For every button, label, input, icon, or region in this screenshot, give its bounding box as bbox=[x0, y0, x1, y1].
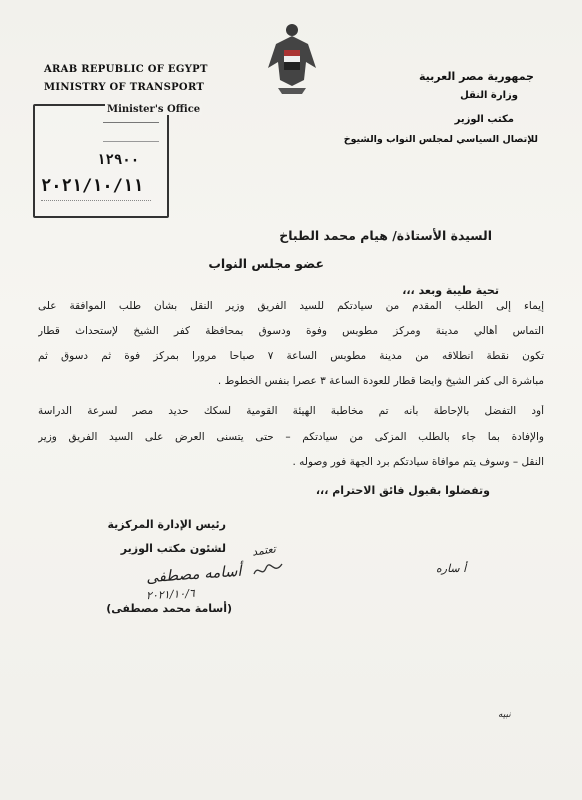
signatory-title-line2: لشئون مكتب الوزير bbox=[120, 542, 226, 555]
liaison-department-ar: للإتصال السياسي لمجلس النواب والشيوخ bbox=[343, 134, 538, 145]
ministry-name-en: MINISTRY OF TRANSPORT bbox=[44, 82, 205, 93]
addressee-name: السيدة الأستاذة/ هيام محمد الطباخ bbox=[279, 228, 492, 243]
stamp-number: ١٢٩٠٠ bbox=[97, 152, 140, 168]
body-line: والإفادة بما جاء بالطلب المزكى من سيادتكم – حتى يتسنى العرض على السيد الفريق وزير bbox=[38, 431, 544, 443]
margin-initials: أ ساره bbox=[436, 562, 467, 575]
country-name-en: ARAB REPUBLIC OF EGYPT bbox=[44, 64, 208, 75]
ministry-name-ar: وزارة النقل bbox=[460, 90, 518, 101]
closing-line: وتفضلوا بقبول فائق الاحترام ،،، bbox=[315, 484, 490, 497]
body-line: تكون نقطة انطلاقه من مدينة مطوبس الساعة ٧ صباحا مرورا بمركز فوة ثم دسوق ثم bbox=[38, 350, 544, 362]
body-line: إيماء إلى الطلب المقدم من سيادتكم للسيد الفريق وزير النقل بشأن طلب الموافقة على bbox=[38, 300, 544, 312]
footer-note: نبيه bbox=[498, 710, 511, 720]
margin-scribble-mark bbox=[252, 560, 284, 580]
handwritten-date: ٢٠٢١/١٠/٦ bbox=[145, 586, 196, 603]
body-line: مباشرة الى كفر الشيخ وايضا قطار للعودة الساعة ٣ عصرا بنفس الخطوط . bbox=[217, 375, 544, 387]
signatory-title-line1: رئيس الإدارة المركزية bbox=[107, 518, 226, 531]
country-name-ar: جمهورية مصر العربية bbox=[419, 70, 534, 83]
signatory-printed-name: (أسامة محمد مصطفى) bbox=[106, 602, 232, 615]
body-line: النقل – وسوف يتم موافاة سيادتكم برد الجهة فور وصوله . bbox=[292, 456, 544, 468]
margin-scribble: تعتمد bbox=[251, 542, 277, 559]
greeting: تحية طيبة وبعد ،،، bbox=[402, 284, 499, 297]
handwritten-signature: أسامه مصطفى bbox=[145, 561, 243, 587]
stamp-date: ٢٠٢١/١٠/١١ bbox=[41, 176, 144, 196]
eagle-emblem-icon bbox=[266, 22, 318, 96]
stamp-title: Minister's Office bbox=[107, 104, 201, 115]
body-line: التماس أهالي مدينة ومركز مطوبس وفوة ودسوق بمحافظة كفر الشيخ لإستحداث قطار bbox=[38, 325, 544, 337]
body-line: أود التفضل بالإحاطة بأنه تم مخاطبة الهيئة القومية لسكك حديد مصر لسرعة الدراسة bbox=[38, 405, 544, 417]
minister-office-ar: مكتب الوزير bbox=[454, 114, 514, 125]
stamp-footer-line bbox=[41, 200, 151, 209]
stamp-subtitle-lines bbox=[103, 122, 159, 142]
incoming-stamp bbox=[33, 104, 201, 218]
addressee-title: عضو مجلس النواب bbox=[208, 256, 324, 271]
